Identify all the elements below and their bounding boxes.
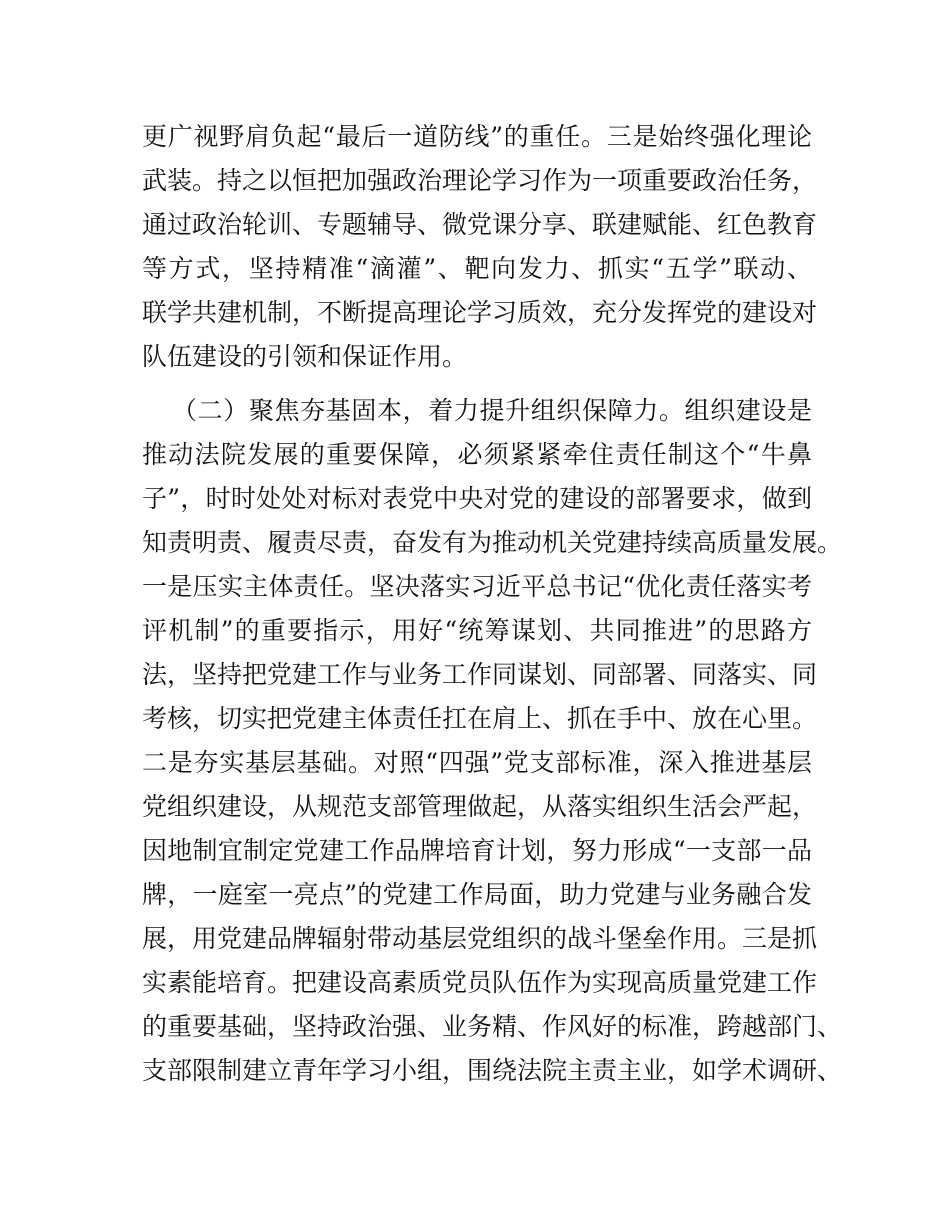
document-body <box>142 115 843 1093</box>
text-line: 一是压实主体责任。坚决落实习近平总书记“优化责任落实考 <box>142 572 812 601</box>
text-line: 法，坚持把党建工作与业务工作同谋划、同部署、同落实、同 <box>142 660 818 689</box>
text-line: 二是夯实基层基础。对照“四强”党支部标准，深入推进基层 <box>142 748 812 777</box>
text-line: 通过政治轮训、专题辅导、微党课分享、联建赋能、红色教育 <box>142 210 818 239</box>
text-line: 评机制”的重要指示，用好“统筹谋划、共同推进”的思路方 <box>142 616 812 645</box>
text-line: 实素能培育。把建设高素质党员队伍作为实现高质量党建工作 <box>142 968 818 997</box>
section-heading-line: （二）聚焦夯基固本，着力提升组织保障力。组织建设是 <box>172 396 812 425</box>
paragraph-spacer <box>142 379 812 389</box>
text-line: 展，用党建品牌辐射带动基层党组织的战斗堡垒作用。三是抓 <box>142 924 818 953</box>
paragraph-theory-arming <box>142 115 818 379</box>
text-line: 武装。持之以恒把加强政治理论学习作为一项重要政治任务， <box>142 166 818 195</box>
text-line: 因地制宜制定党建工作品牌培育计划，努力形成“一支部一品 <box>142 836 812 865</box>
text-line: 的重要基础，坚持政治强、业务精、作风好的标准，跨越部门、 <box>142 1012 843 1041</box>
text-line: 等方式，坚持精准“滴灌”、靶向发力、抓实“五学”联动、 <box>142 254 812 283</box>
text-line: 推动法院发展的重要保障，必须紧紧牵住责任制这个“牛鼻 <box>142 440 812 469</box>
text-line: 队伍建设的引领和保证作用。 <box>142 342 468 371</box>
text-line: 支部限制建立青年学习小组，围绕法院主责主业，如学术调研、 <box>142 1056 843 1085</box>
paragraph-organization-building <box>142 389 843 1093</box>
text-line: 联学共建机制，不断提高理论学习质效，充分发挥党的建设对 <box>142 298 818 327</box>
text-line: 考核，切实把党建主体责任扛在肩上、抓在手中、放在心里。 <box>142 704 818 733</box>
text-line: 子”，时时处处对标对表党中央对党的建设的部署要求，做到 <box>142 484 812 513</box>
text-line: 知责明责、履责尽责，奋发有为推动机关党建持续高质量发展。 <box>142 528 843 557</box>
text-line: 牌，一庭室一亮点”的党建工作局面，助力党建与业务融合发 <box>142 880 812 909</box>
text-line: 党组织建设，从规范支部管理做起，从落实组织生活会严起， <box>142 792 818 821</box>
text-line: 更广视野肩负起“最后一道防线”的重任。三是始终强化理论 <box>142 122 812 151</box>
